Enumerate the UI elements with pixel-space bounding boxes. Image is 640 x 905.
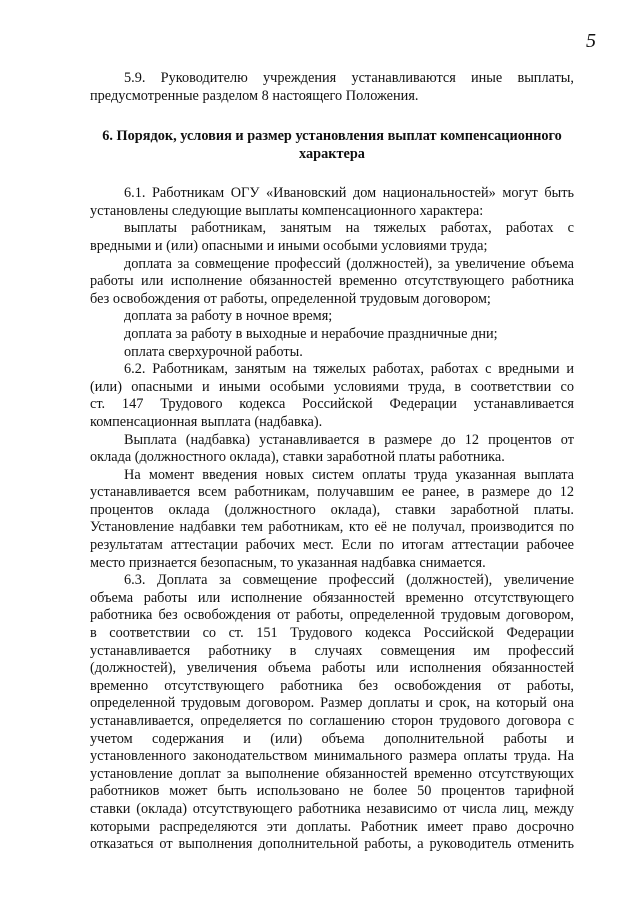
section-6-heading xyxy=(90,127,574,163)
heading-line: 6. Порядок, условия и размер установления выплат компенсационного xyxy=(102,128,562,145)
paragraph-6-3 xyxy=(90,572,574,854)
text-line: устанавливается всем работникам, получавшим ее ранее, в размере до 12 xyxy=(90,484,574,501)
list-item: оплата сверхурочной работы. xyxy=(124,343,303,360)
text-line: результатам аттестации рабочих мест. Если по итогам аттестации рабочее xyxy=(90,537,574,554)
text-line: временно отсутствующего работника без освобождения от работы, xyxy=(90,677,574,694)
paragraph-bonus xyxy=(90,432,574,467)
text-line: (или) опасными и иными особыми условиями труда, в соответствии со xyxy=(90,378,574,395)
page-number: 5 xyxy=(586,30,596,52)
text-line: ст. 147 Трудового кодекса Российской Федерации устанавливается xyxy=(90,396,574,413)
text-line: 5.9. Руководителю учреждения устанавливаются иные выплаты, xyxy=(124,70,574,86)
paragraph-6-2 xyxy=(90,361,574,431)
text-line: Выплата (надбавка) устанавливается в размере до 12 процентов от xyxy=(124,431,574,448)
text-line: установленного законодательством минимального размера оплаты труда. На xyxy=(90,748,574,765)
text-line: место признается безопасным, то указанная надбавка снимается. xyxy=(90,554,486,571)
text-line: устанавливается работнику в случаях совмещения им профессий xyxy=(90,642,574,659)
text-line: работника без освобождения от работы, определенной трудовым договором, xyxy=(90,607,574,624)
paragraph-5-9 xyxy=(90,70,574,105)
list-item: доплата за работу в выходные и нерабочие праздничные дни; xyxy=(124,325,498,342)
text-line: определенной трудовым договором. Размер доплаты и срок, на который она xyxy=(90,695,574,712)
paragraph-new-system xyxy=(90,467,574,573)
text-line: установлены следующие выплаты компенсационного характера: xyxy=(90,202,484,219)
text-line: Установление надбавки тем работникам, кто её не получал, производится по xyxy=(90,519,574,536)
compensation-list xyxy=(90,220,574,361)
text-line: объема работы или исполнение обязанностей временно отсутствующего xyxy=(90,589,574,606)
text-line: учетом содержания и (или) объема дополнительной работы и xyxy=(90,730,574,747)
text-line: компенсационная выплата (надбавка). xyxy=(90,413,323,430)
list-item: доплата за совмещение профессий (должностей), за увеличение объема xyxy=(124,255,574,272)
text-line: установление доплат за выполнение обязанностей временно отсутствующих xyxy=(90,765,574,782)
text-line: устанавливается, определяется по соглашению сторон трудового договора с xyxy=(90,713,574,729)
text-line: 6.3. Доплата за совмещение профессий (должностей), увеличение xyxy=(124,572,574,589)
list-item: вредными и (или) опасными и иными особыми условиями труда; xyxy=(90,237,488,254)
text-line: 6.1. Работникам ОГУ «Ивановский дом национальностей» могут быть xyxy=(124,185,574,202)
text-line: работников может быть использовано не более 50 процентов тарифной xyxy=(90,783,574,800)
list-item: выплаты работникам, занятым на тяжелых работах, работах с xyxy=(124,220,574,237)
list-item: без освобождения от работы, определенной трудовым договором; xyxy=(90,290,491,307)
text-line: 6.2. Работникам, занятым на тяжелых работах, работах с вредными и xyxy=(124,361,574,378)
heading-line: характера xyxy=(299,146,365,163)
text-line: оклада (должностного оклада), ставки заработной платы работника. xyxy=(90,449,505,466)
list-item: доплата за работу в ночное время; xyxy=(124,308,333,325)
text-line: процентов оклада (должностного оклада), ставки заработной платы. xyxy=(90,501,574,518)
text-line: отказаться от выполнения дополнительной работы, а руководитель отменить xyxy=(90,836,574,853)
text-line: которыми распределяются эти доплаты. Работник имеет право досрочно xyxy=(90,818,574,835)
document-body xyxy=(90,70,574,854)
paragraph-6-1 xyxy=(90,185,574,220)
text-line: в соответствии со ст. 151 Трудового кодекса Российской Федерации xyxy=(90,625,574,642)
list-item: работы или исполнение обязанностей временно отсутствующего работника xyxy=(90,273,574,290)
text-line: (должностей), увеличения объема работы или исполнения обязанностей xyxy=(90,660,574,677)
text-line: На момент введения новых систем оплаты труда указанная выплата xyxy=(124,466,574,483)
text-line: ставки (оклада) отсутствующего работника независимо от числа лиц, между xyxy=(90,800,574,817)
text-line: предусмотренные разделом 8 настоящего Положения. xyxy=(90,87,419,104)
